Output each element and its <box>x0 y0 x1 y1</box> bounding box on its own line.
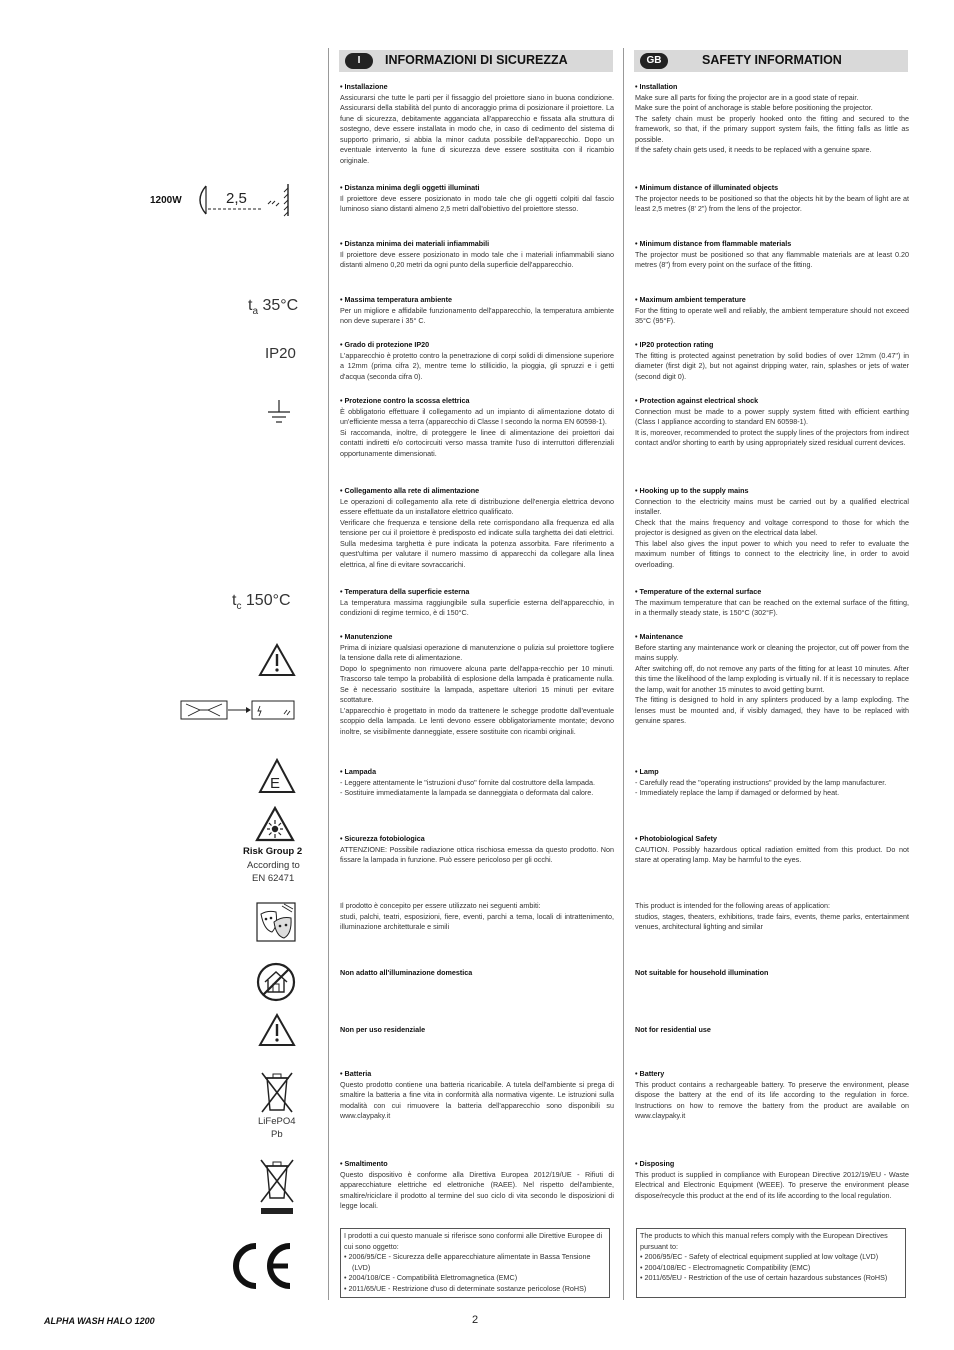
risk-group-label: Risk Group 2 <box>243 846 303 857</box>
en-mains-connection: • Hooking up to the supply mains Connection to the electricity mains must be carried out by a qualified electrical installer. Check that the mains frequency and voltage correspond to those for which the projector is designed as given on the electrical data label. This label also gives the input power to which you need to refer to evaluate the maximum number of fittings to connect to the electricity line, in order to avoid overloading. <box>635 486 909 569</box>
optical-radiation-icon <box>255 806 295 842</box>
directive-item: • 2006/95/CE - Sicurezza delle apparecchiature alimentate in Bassa Tensione (LVD) <box>344 1252 591 1272</box>
ambient-temperature-label: $t_a$ 35°C <box>248 297 299 318</box>
directive-item: • 2011/65/UE - Restrizione d'uso di determinate sostanze pericolose (RoHS) <box>344 1283 587 1293</box>
it-not-residential: Non per uso residenziale <box>340 1025 426 1034</box>
column-divider <box>623 48 624 1300</box>
directive-item: • 2006/95/EC - Safety of electrical equipment supplied at low voltage (LVD) <box>640 1252 879 1261</box>
en-electric-shock: • Protection against electrical shock Connection must be made to a power supply system fitted with efficient earthing (Class I appliance according to standard EN 60598-1). It is, moreover, recommended to protect the supply lines of the projectors from indirect contact and/or shorting to earth by using appropriately sized residual current devices. <box>635 396 909 447</box>
no-household-icon <box>256 962 296 1002</box>
en-maintenance: • Maintenance Before starting any maintenance work or cleaning the projector, cut off power from the mains supply. After switching off, do not remove any parts of the fitting for at least 10 minutes. After this time the likelihood of the lamp exploding is virtually nil. If it is necessary to replace the lamp, wait for another 15 minutes to avoid getting burnt. The fitting is designed to hold in any splinters produced by a lamp exploding. The lenses must be mounted and, if visibly damaged, they have to be replaced with genuine spares. <box>635 632 909 725</box>
crossed-bin-weee-icon <box>257 1156 297 1218</box>
it-installation: • Installazione Assicurarsi che tutte le parti per il fissaggio del proiettore siano in buona condizione. Assicurarsi della stabilità del punto di ancoraggio prima di posizionare il proiettore. La fune di sicurezza, debitamente agganciata all'apparecchio e fissata alla struttura di sostegno, deve essere installata in modo che, in caso di cedimento del sistema di supporto primario, si abbia la minor caduta possibile dell'apparecchio. Dopo un eventuale intervento la fune di sicurezza deve essere sostituita con il ricambio originale. <box>340 82 614 165</box>
directive-item: • 2011/65/EU - Restriction of the use of certain hazardous substances (RoHS) <box>640 1273 888 1282</box>
it-min-distance-flammable: • Distanza minima dei materiali infiammabili Il proiettore deve essere posizionato in modo tale che i materiali infiammabili siano distanti almeno 0,20 metri da ogni punto della superficie dell'apparecchio. <box>340 239 614 269</box>
it-directives-box: I prodotti a cui questo manuale si riferisce sono conformi alle Direttive Europee di cui sono oggetto: • 2006/95/CE - Sicurezza delle apparecchiature alimentate in Bassa Tensione (LVD) • 2004/108/CE - Compatibilità Elettromagnetica (EMC) • 2011/65/UE - Restrizione d'uso di determinate sostanze pericolose (RoHS) <box>340 1228 610 1298</box>
distance-value: 2,5 <box>226 190 247 207</box>
en-installation: • Installation Make sure all parts for fixing the projector are in a good state of repair. Make sure the point of anchorage is stable before positioning the projector. The safety chain must be properly hooked onto the fitting and secured to the framework, so that, if the primary support system fails, the fitting falls as little as possible. If the safety chain gets used, it needs to be replaced with a genuine spare. <box>635 82 909 154</box>
directive-item: • 2004/108/CE - Compatibilità Elettromagnetica (EMC) <box>344 1273 518 1282</box>
en-lamp: • Lamp - Carefully read the "operating instructions" provided by the lamp manufacturer. - Immediately replace the lamp if damaged or deformed by heat. <box>635 767 887 797</box>
power-label: 1200W <box>150 195 182 206</box>
en-not-residential: Not for residential use <box>635 1025 711 1034</box>
language-badge-gb: GB <box>640 53 668 69</box>
battery-lead-label: Pb <box>271 1129 283 1140</box>
italian-header <box>339 50 613 72</box>
it-maintenance: • Manutenzione Prima di iniziare qualsiasi operazione di manutenzione o pulizia sul proiettore togliere la tensione dalla rete di alimentazione. Dopo lo spegnimento non rimuovere alcuna parte dell'appa-recchio per 10 minuti. Trascorso tale tempo la probabilità di esplosione della lampada è praticamente nulla. Se è necessario sostituire la lampada, aspettare ulteriori 15 minuti per evitare scottature. L'apparecchio è progettato in modo da trattenere le schegge prodotte dall'eventuale scoppio della lampada. Le lenti devono essere obbligatoriamente montate; devono inoltre, se visibilmente danneggiate, essere sostituite con ricambi originali. <box>340 632 614 736</box>
en-min-distance-objects: • Minimum distance of illuminated objects The projector needs to be positioned so that the objects hit by the beam of light are at least 2,5 metres (8' 2") from the lens of the projector. <box>635 183 909 213</box>
en-not-household: Not suitable for household illumination <box>635 968 769 977</box>
italian-title: INFORMAZIONI DI SICUREZZA <box>385 53 568 67</box>
standard-label: EN 62471 <box>252 873 295 884</box>
it-electric-shock: • Protezione contro la scossa elettrica È obbligatorio effettuare il collegamento ad un impianto di alimentazione dotato di un'efficiente messa a terra (apparecchio di Classe I secondo la norma EN 60598-1). Si raccomanda, inoltre, di proteggere le linee di alimentazione dei proiettori dai contatti indiretti e/o cortocircuiti verso massa tramite l'uso di interruttori differenziali opportunamente dimensionati. <box>340 396 614 458</box>
language-badge-it: I <box>345 53 373 69</box>
it-ip20: • Grado di protezione IP20 L'apparecchio è protetto contro la penetrazione di corpi solidi di dimensione superiore a 12mm (prima cifra 2), mentre teme lo stillicidio, la pioggia, gli spruzzi e i getti d'acqua (seconda cifra 0). <box>340 340 614 381</box>
surface-temperature-label: $t_c$ 150°C <box>232 592 291 613</box>
english-header <box>634 50 908 72</box>
en-battery: • Battery This product contains a rechargeable battery. To preserve the environment, please dispose the battery at the end of its life according to the regulation in force. Instructions on how to remove the battery from the product are available on www.claypaky.it <box>635 1069 909 1120</box>
it-application-areas: Il prodotto è concepito per essere utilizzato nei seguenti ambiti: studi, palchi, teatri, esposizioni, fiere, eventi, parchi a tema, locali di intrattenimento, illuminazione architetturale e simili <box>340 901 614 931</box>
page-number: 2 <box>472 1314 479 1326</box>
directive-item: • 2004/108/EC - Electromagnetic Compatibility (EMC) <box>640 1262 811 1272</box>
en-max-ambient-temperature: • Maximum ambient temperature For the fitting to operate well and reliably, the ambient temperature should not exceed 35°C (95°F). <box>635 295 909 325</box>
column-divider <box>328 48 329 1300</box>
it-mains-connection: • Collegamento alla rete di alimentazione Le operazioni di collegamento alla rete di distribuzione dell'energia elettrica devono essere effettuate da un installatore elettrico qualificato. Verificare che frequenza e tensione della rete corrispondano alla frequenza ed alla tensione per cui il proiettore è predisposto ed indicate sulla targhetta dei dati elettrici. Sulla medesima targhetta è pure indicata la potenza assorbita. Fare riferimento a quest'ultima per valutare il numero massimo di apparecchi da collegare alla linea elettrica, al fine di evitare sovraccarichi. <box>340 486 614 569</box>
it-surface-temperature: • Temperatura della superficie esterna La temperatura massima raggiungibile sulla superficie esterna dell'apparecchio, in condizioni di regime termico, è di 150°C. <box>340 587 614 617</box>
product-name: ALPHA WASH HALO 1200 <box>44 1316 155 1326</box>
replace-lens-icon <box>180 698 296 724</box>
english-title: SAFETY INFORMATION <box>702 53 842 67</box>
en-ip20: • IP20 protection rating The fitting is protected against penetration by solid bodies of over 12mm (0.47") in diameter (first digit 2), but not against dripping water, rain, splashes or jets of water (second digit 0). <box>635 340 909 381</box>
crossed-bin-battery-icon <box>259 1070 295 1114</box>
en-photobiological: • Photobiological Safety CAUTION. Possibly hazardous optical radiation emitted from this product. Do not stare at operating lamp. May be harmful to the eyes. <box>635 834 909 864</box>
warning-icon <box>258 643 296 677</box>
battery-chemistry-label: LiFePO4 <box>258 1116 296 1127</box>
it-photobiological: • Sicurezza fotobiologica ATTENZIONE: Possibile radiazione ottica rischiosa emessa da questo prodotto. Non fissare la lampada in funzione. Può essere pericoloso per gli occhi. <box>340 834 614 864</box>
it-lamp: • Lampada - Leggere attentamente le "istruzioni d'uso" fornite dal costruttore della lampada. - Sostituire immediatamente la lampada se danneggiata o deformata dal calore. <box>340 767 595 797</box>
it-not-household: Non adatto all'illuminazione domestica <box>340 968 473 977</box>
en-surface-temperature: • Temperature of the external surface The maximum temperature that can be reached on the external surface of the fitting, in a thermally steady state, is 150°C (302°F). <box>635 587 909 617</box>
en-directives-box: The products to which this manual refers comply with the European Directives pursuant to: • 2006/95/EC - Safety of electrical equipment supplied at low voltage (LVD) • 2004/108/EC - Electromagnetic Compatibility (EMC) • 2011/65/EU - Restriction of the use of certain hazardous substances (RoHS) <box>636 1228 906 1298</box>
it-disposal: • Smaltimento Questo dispositivo è conforme alla Direttiva Europea 2012/19/UE - Rifiuti di apparecchiature elettriche ed elettroniche (RAEE). Nel rispetto dell'ambiente, smaltire/riciclare il prodotto al termine del suo ciclo di vita secondo le disposizioni di legge locali. <box>340 1159 614 1210</box>
warning-residential-icon <box>258 1013 296 1047</box>
it-max-ambient-temperature: • Massima temperatura ambiente Per un migliore e affidabile funzionamento dell'apparecchio, la temperatura ambiente non deve superare i 35° C. <box>340 295 614 325</box>
uv-lamp-letter: E <box>270 775 281 792</box>
ip-rating-label: IP20 <box>265 345 296 362</box>
en-min-distance-flammable: • Minimum distance from flammable materials The projector must be positioned so that any flammable materials are at least 0.20 metres (8") from every point on the surface of the fitting. <box>635 239 909 269</box>
ce-mark-icon <box>224 1240 296 1292</box>
en-application-areas: This product is intended for the following areas of application: studios, stages, theaters, exhibitions, trade fairs, events, theme parks, entertainment venues, architectural lighting and similar <box>635 901 909 931</box>
earth-ground-icon <box>266 400 292 428</box>
en-disposal: • Disposing This product is supplied in compliance with European Directive 2012/19/EU - Waste Electrical and Electronic Equipment (WEEE). To preserve the environment please dispose/recycle this product at the end of its life according to the local regulation. <box>635 1159 909 1200</box>
it-battery: • Batteria Questo prodotto contiene una batteria ricaricabile. A tutela dell'ambiente si prega di smaltire la batteria a fine vita in conformità alla normativa vigente. Le istruzioni sulla modalità con cui rimuovere la batteria dell'apparecchio sono disponibili su www.claypaky.it <box>340 1069 614 1120</box>
it-min-distance-objects: • Distanza minima degli oggetti illuminati Il proiettore deve essere posizionato in modo tale che gli oggetti colpiti dal fascio luminoso siano distanti almeno 2,5 metri dall'obiettivo del proiettore stesso. <box>340 183 614 213</box>
according-to-label: According to <box>247 860 300 871</box>
theater-masks-icon <box>256 902 296 942</box>
